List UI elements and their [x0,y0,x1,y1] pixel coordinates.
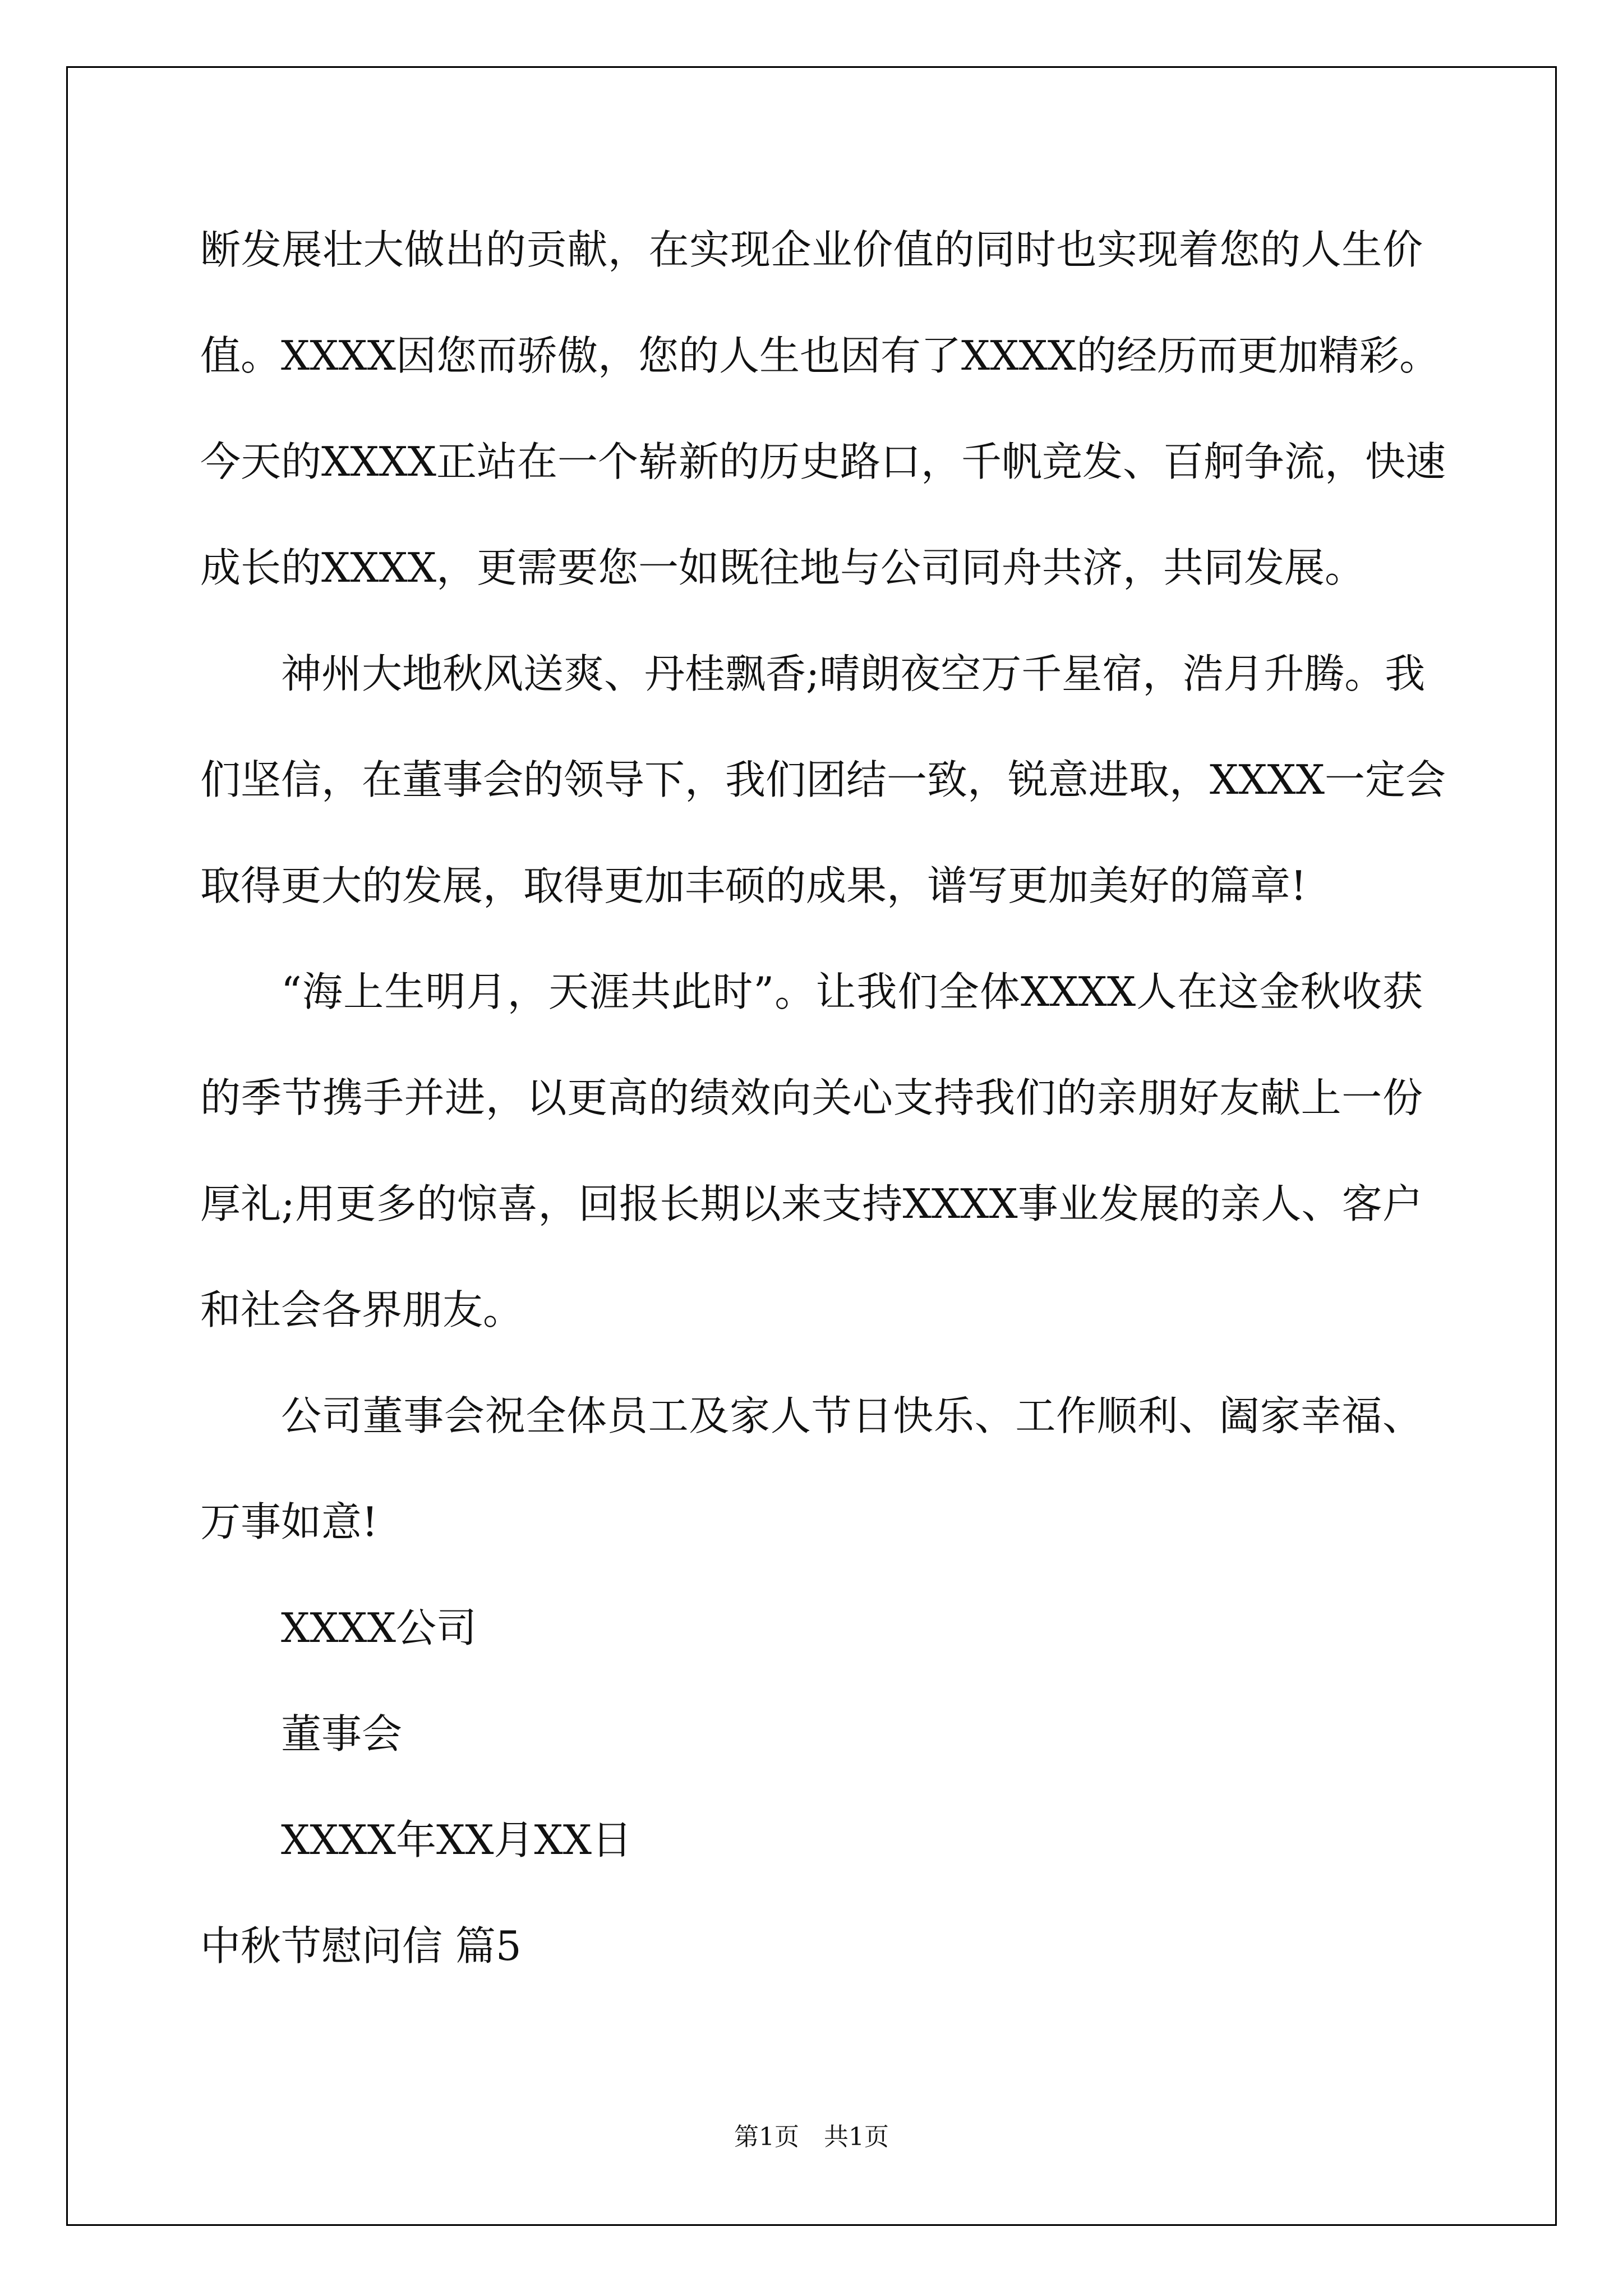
text-line: 万事如意! [200,1498,378,1545]
text-line: 和社会各界朋友。 [200,1286,524,1333]
text-line: 公司董事会祝全体员工及家人节日快乐、工作顺利、阖家幸福、 [281,1392,1423,1439]
text-line: 厚礼;用更多的惊喜，回报长期以来支持XXXX事业发展的亲人、客户 [200,1180,1423,1227]
text-line: 断发展壮大做出的贡献，在实现企业价值的同时也实现着您的人生价 [200,226,1423,273]
section-heading: 中秋节慰问信 篇5 [200,1922,522,1970]
text-line: “海上生明月，天涯共此时”。让我们全体XXXX人在这金秋收获 [281,968,1423,1015]
signature-company: XXXX公司 [281,1604,477,1651]
document-body [200,219,1446,2021]
text-line: 神州大地秋风送爽、丹桂飘香;晴朗夜空万千星宿，浩月升腾。我 [281,650,1426,697]
text-line: 们坚信，在董事会的领导下，我们团结一致，锐意进取，XXXX一定会 [200,756,1446,803]
text-line: 取得更大的发展，取得更加丰硕的成果，谱写更加美好的篇章! [200,862,1307,909]
signature-date: XXXX年XX月XX日 [281,1816,633,1864]
page-number-footer: 第1页 共1页 [734,2123,889,2151]
text-line: 成长的XXXX，更需要您一如既往地与公司同舟共济，共同发展。 [200,544,1366,591]
text-line: 的季节携手并进，以更高的绩效向关心支持我们的亲朋好友献上一份 [200,1074,1423,1121]
text-line: 今天的XXXX正站在一个崭新的历史路口，千帆竞发、百舸争流，快速 [200,438,1446,485]
signature-board: 董事会 [281,1710,403,1757]
text-line: 值。XXXX因您而骄傲，您的人生也因有了XXXX的经历而更加精彩。 [200,332,1440,379]
